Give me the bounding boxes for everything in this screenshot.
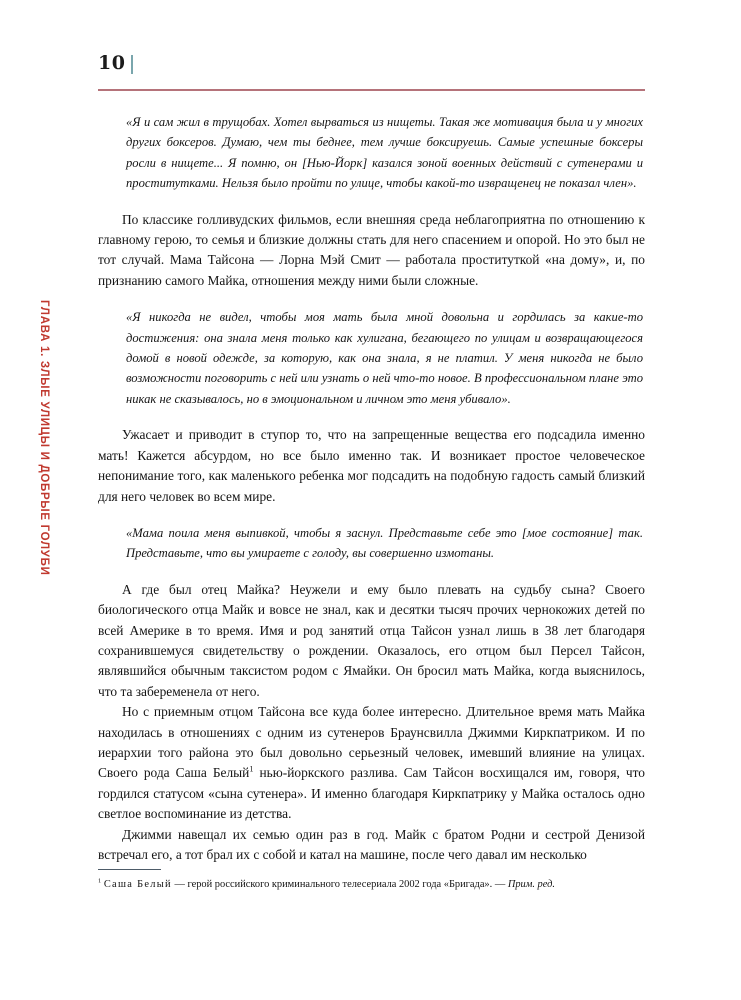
- footnote-text: — герой российского криминального телесериала 2002 года «Бригада». —: [171, 879, 508, 890]
- spacer: [98, 291, 645, 307]
- footnote-term: Саша Белый: [103, 879, 172, 890]
- header-rule: [98, 89, 645, 91]
- spacer: [98, 409, 645, 425]
- text-column: [98, 112, 645, 865]
- footnote-attribution: Прим. ред.: [507, 879, 555, 890]
- body-paragraph: Ужасает и приводит в ступор то, что на запрещенные вещества его подсадила именно мать! Кажется абсурдом, но все было именно так. И возникает простое человеческое непонимание того, как маленького ребенка мог подсадить на подобную гадость самый близкий для него человек во всем мире.: [98, 427, 645, 504]
- footnote: [98, 877, 645, 892]
- body-paragraph: Джимми навещал их семью один раз в год. Майк с братом Родни и сестрой Денизой встречал его, а тот брал их с собой и катал на машине, после чего давал им несколько: [98, 826, 645, 862]
- spacer: [98, 194, 645, 210]
- paragraph-text-before-note: Но с приемным отцом Тайсона все куда более интересно. Длительное время мать Майка находилась в отношениях с одним из сутенеров Браунсвилла Джимми Киркпатриком. И по иерархии того района это был довольно серьезный человек, имевший влияние на улицах. Своего рода Саша Белый: [98, 704, 645, 781]
- body-paragraph: По классике голливудских фильмов, если внешняя среда неблагоприятна по отношению к главному герою, то семья и близкие должны стать для него спасением и опорой. Но это был не тот случай. Мама Тайсона — Лорна Мэй Смит — работала проституткой «на дому», и, по признанию самого Майка, отношения между ними были сложные.: [98, 211, 645, 288]
- spacer: [98, 564, 645, 580]
- block-quote: «Я никогда не видел, чтобы моя мать была мной довольна и гордилась за какие-то достижения: она знала меня только как хулигана, бегающего по улицам и возвращающегося домой в новой одежде, за которую, как она знала, я не платил. У меня никогда не было возможности поговорить с ней или узнать о ней что-то новое. В профессиональном плане это никак не сказывалось, но в эмоциональном и личном это меня убивало».: [126, 310, 643, 406]
- block-quote: «Я и сам жил в трущобах. Хотел вырваться из нищеты. Такая же мотивация была и у многих других боксеров. Думаю, чем ты беднее, тем лучше боксируешь. Самые успешные боксеры росли в нищете... Я помню, он [Нью-Йорк] казался зоной военных действий с сутенерами и проститутками. Нельзя было пройти по улице, чтобы какой-то извращенец не показал член».: [126, 115, 643, 191]
- body-paragraph: А где был отец Майка? Неужели и ему было плевать на судьбу сына? Своего биологического отца Майк и вовсе не знал, как и десятки тысяч прочих чернокожих детей по всей Америке в то время. Имя и род занятий отца Тайсон узнал лишь в 38 лет благодаря сохранившемуся свидетельству о рождении. Оказалось, его отцом был Персел Тайсон, являвшийся обычным таксистом родом с Ямайки. Он бросил мать Майка, когда выяснилось, что та забеременела от него.: [98, 581, 645, 699]
- body-paragraph-with-footnote: [98, 702, 645, 824]
- spacer: [98, 507, 645, 523]
- folio-divider-icon: [131, 55, 133, 74]
- footnote-marker: 1: [98, 877, 102, 885]
- footnote-reference[interactable]: 1: [249, 764, 254, 774]
- footnote-separator-rule: [98, 869, 161, 870]
- footnote-area: [98, 869, 645, 892]
- chapter-tab: [0, 0, 50, 1000]
- chapter-tab-label: ГЛАВА 1. ЗЛЫЕ УЛИЦЫ И ДОБРЫЕ ГОЛУБИ: [38, 300, 50, 576]
- paragraph-text-after-note: нью-йоркского разлива. Сам Тайсон восхищался им, говоря, что гордился статусом «сына сутенера». И именно благодаря Киркпатрику у Майка осталось одно светлое воспоминание из детства.: [98, 765, 645, 822]
- running-head: [98, 54, 645, 94]
- page-number: 10: [98, 52, 126, 74]
- block-quote: «Мама поила меня выпивкой, чтобы я заснул. Представьте себе это [мое состояние] так. Представьте, что вы умираете с голоду, вы совершенно измотаны.: [126, 525, 643, 561]
